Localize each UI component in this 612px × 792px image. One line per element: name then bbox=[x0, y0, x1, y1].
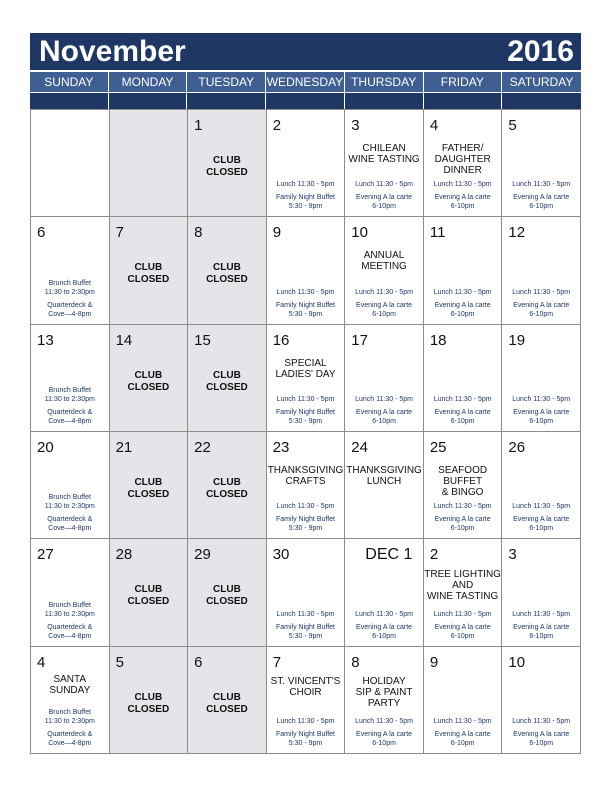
brunch-hours: Brunch Buffet 11:30 to 2:30pm Quarterdeck & Cove—4-8pm bbox=[44, 387, 95, 425]
day-number: 26 bbox=[508, 439, 526, 456]
club-closed-label: CLUB CLOSED bbox=[206, 477, 248, 500]
day-number: 22 bbox=[194, 439, 211, 456]
day-number: 9 bbox=[272, 224, 282, 242]
day-cell bbox=[345, 647, 424, 754]
day-number: 10 bbox=[508, 653, 526, 671]
meal-hours: Lunch 11:30 - 5pm Family Night Buffet 5:30 - 9pm bbox=[275, 610, 335, 640]
meal-hours: Lunch 11:30 - 5pm Evening A la carte 6-10pm bbox=[355, 610, 413, 640]
day-number: 1 bbox=[194, 117, 203, 134]
day-number: 16 bbox=[272, 331, 290, 349]
meal-hours: Lunch 11:30 - 5pm Family Night Buffet 5:30 - 9pm bbox=[275, 181, 335, 211]
brunch-hours: Brunch Buffet 11:30 to 2:30pm Quarterdeck & Cove—4-8pm bbox=[44, 279, 95, 318]
club-closed-label: CLUB CLOSED bbox=[206, 155, 248, 178]
day-cell bbox=[267, 539, 346, 646]
day-cell bbox=[188, 217, 267, 324]
weekday-friday: FRIDAY bbox=[424, 72, 503, 92]
day-cell bbox=[502, 217, 581, 324]
meal-hours: Lunch 11:30 - 5pm Evening A la carte 6-10pm bbox=[433, 396, 492, 425]
day-cell bbox=[188, 432, 267, 539]
day-cell bbox=[188, 647, 267, 754]
meal-hours: Lunch 11:30 - 5pm Evening A la carte 6-10pm bbox=[355, 181, 413, 211]
club-closed-label: CLUB CLOSED bbox=[127, 369, 170, 393]
day-cell bbox=[345, 432, 424, 539]
club-closed-label: CLUB CLOSED bbox=[127, 477, 170, 500]
meal-hours: Lunch 11:30 - 5pm Evening A la carte 6-10pm bbox=[355, 718, 413, 747]
day-number: 2 bbox=[272, 117, 282, 134]
day-number: 3 bbox=[351, 117, 360, 134]
event-title: SPECIAL LADIES' DAY bbox=[275, 357, 336, 380]
meal-hours: Lunch 11:30 - 5pm Family Night Buffet 5:30 - 9pm bbox=[275, 503, 335, 533]
day-number: 14 bbox=[115, 331, 133, 349]
club-closed-label: CLUB CLOSED bbox=[206, 584, 248, 608]
day-cell bbox=[31, 110, 110, 217]
day-cell bbox=[345, 325, 424, 432]
meal-hours: Lunch 11:30 - 5pm Evening A la carte 6-10pm bbox=[512, 181, 571, 211]
weekday-header-row bbox=[30, 72, 581, 92]
day-cell bbox=[110, 432, 189, 539]
day-cell bbox=[267, 647, 346, 754]
event-title: ANNUAL MEETING bbox=[361, 250, 407, 273]
meal-hours: Lunch 11:30 - 5pm Evening A la carte 6-10pm bbox=[355, 288, 413, 318]
day-number: 7 bbox=[115, 224, 124, 242]
meal-hours: Lunch 11:30 - 5pm Evening A la carte 6-10pm bbox=[512, 396, 571, 425]
day-cell bbox=[188, 539, 267, 646]
day-number: 8 bbox=[194, 224, 203, 242]
day-cell bbox=[188, 325, 267, 432]
day-cell bbox=[110, 217, 189, 324]
day-cell bbox=[110, 539, 189, 646]
day-number: 19 bbox=[508, 331, 526, 349]
year-title: 2016 bbox=[507, 35, 574, 68]
day-number: 23 bbox=[272, 439, 290, 456]
brunch-hours: Brunch Buffet 11:30 to 2:30pm Quarterdeck & Cove—4-8pm bbox=[44, 709, 95, 747]
day-number: 27 bbox=[37, 546, 54, 564]
day-cell bbox=[502, 432, 581, 539]
day-cell bbox=[188, 110, 267, 217]
day-number: 6 bbox=[37, 224, 46, 242]
club-closed-label: CLUB CLOSED bbox=[206, 262, 248, 286]
day-cell bbox=[502, 647, 581, 754]
day-number: 18 bbox=[429, 331, 447, 349]
meal-hours: Lunch 11:30 - 5pm Evening A la carte 6-10pm bbox=[433, 288, 492, 318]
weekday-tuesday: TUESDAY bbox=[187, 72, 266, 92]
meal-hours: Lunch 11:30 - 5pm Family Night Buffet 5:30 - 9pm bbox=[275, 718, 335, 747]
day-cell bbox=[502, 325, 581, 432]
day-number: 17 bbox=[351, 331, 368, 349]
day-cell bbox=[424, 647, 503, 754]
day-cell bbox=[424, 432, 503, 539]
day-number: 7 bbox=[272, 653, 282, 671]
day-number: 24 bbox=[351, 439, 368, 456]
event-title: FATHER/ DAUGHTER DINNER bbox=[434, 143, 491, 176]
event-title: HOLIDAY SIP & PAINT PARTY bbox=[355, 675, 413, 709]
meal-hours: Lunch 11:30 - 5pm Evening A la carte 6-10pm bbox=[433, 181, 492, 211]
day-number: 3 bbox=[508, 546, 517, 564]
meal-hours: Lunch 11:30 - 5pm Evening A la carte 6-10pm bbox=[433, 610, 492, 640]
day-number: 5 bbox=[115, 653, 124, 671]
calendar-grid bbox=[30, 109, 581, 754]
day-cell bbox=[110, 325, 189, 432]
day-number: 9 bbox=[429, 653, 439, 671]
meal-hours: Lunch 11:30 - 5pm Evening A la carte 6-10pm bbox=[512, 503, 571, 533]
day-cell bbox=[502, 110, 581, 217]
weekday-thursday: THURSDAY bbox=[345, 72, 424, 92]
day-number: 30 bbox=[272, 546, 290, 564]
day-cell bbox=[31, 432, 110, 539]
club-closed-label: CLUB CLOSED bbox=[127, 584, 170, 608]
day-cell bbox=[267, 110, 346, 217]
day-number: 20 bbox=[37, 439, 54, 456]
day-number: 4 bbox=[37, 653, 46, 671]
weekday-monday: MONDAY bbox=[109, 72, 188, 92]
day-number: 5 bbox=[508, 117, 517, 134]
weekday-wednesday: WEDNESDAY bbox=[266, 72, 345, 92]
day-cell bbox=[31, 325, 110, 432]
day-cell bbox=[424, 539, 503, 646]
event-title: THANKSGIVING LUNCH bbox=[346, 465, 422, 487]
club-closed-label: CLUB CLOSED bbox=[127, 262, 170, 286]
weekday-sunday: SUNDAY bbox=[30, 72, 109, 92]
header-strip bbox=[30, 93, 581, 109]
club-closed-label: CLUB CLOSED bbox=[206, 369, 248, 393]
event-title: ST. VINCENT'S CHOIR bbox=[270, 675, 341, 698]
meal-hours: Lunch 11:30 - 5pm Evening A la carte 6-10pm bbox=[433, 503, 492, 533]
day-cell bbox=[31, 217, 110, 324]
weekday-saturday: SATURDAY bbox=[502, 72, 581, 92]
day-cell bbox=[345, 217, 424, 324]
brunch-hours: Brunch Buffet 11:30 to 2:30pm Quarterdeck & Cove—4-8pm bbox=[44, 601, 95, 640]
day-number: 29 bbox=[194, 546, 211, 564]
meal-hours: Lunch 11:30 - 5pm Family Night Buffet 5:30 - 9pm bbox=[275, 396, 335, 425]
day-cell bbox=[424, 217, 503, 324]
day-cell bbox=[424, 325, 503, 432]
club-closed-label: CLUB CLOSED bbox=[127, 691, 170, 715]
event-title: SANTA SUNDAY bbox=[49, 673, 91, 696]
day-cell bbox=[345, 539, 424, 646]
club-closed-label: CLUB CLOSED bbox=[206, 691, 248, 715]
day-cell bbox=[110, 110, 189, 217]
day-number: 25 bbox=[429, 439, 447, 456]
day-number: 28 bbox=[115, 546, 133, 564]
meal-hours: Lunch 11:30 - 5pm Family Night Buffet 5:30 - 9pm bbox=[275, 288, 335, 318]
meal-hours: Lunch 11:30 - 5pm Evening A la carte 6-10pm bbox=[512, 718, 571, 747]
day-number: 11 bbox=[429, 224, 446, 242]
day-number: 15 bbox=[194, 331, 211, 349]
meal-hours: Lunch 11:30 - 5pm Evening A la carte 6-10pm bbox=[433, 718, 492, 747]
day-cell bbox=[110, 647, 189, 754]
day-number: 4 bbox=[429, 117, 439, 134]
day-cell bbox=[345, 110, 424, 217]
meal-hours: Lunch 11:30 - 5pm Evening A la carte 6-10pm bbox=[512, 610, 571, 640]
day-cell bbox=[267, 217, 346, 324]
event-title: CHILEAN WINE TASTING bbox=[348, 143, 420, 165]
meal-hours: Lunch 11:30 - 5pm Evening A la carte 6-10pm bbox=[355, 396, 413, 425]
day-cell bbox=[424, 110, 503, 217]
event-title: SEAFOOD BUFFET & BINGO bbox=[438, 465, 488, 498]
calendar-header bbox=[30, 33, 581, 70]
event-title: THANKSGIVING CRAFTS bbox=[267, 465, 344, 487]
day-cell bbox=[267, 325, 346, 432]
day-number: 2 bbox=[429, 546, 439, 564]
day-cell bbox=[31, 539, 110, 646]
day-cell bbox=[502, 539, 581, 646]
brunch-hours: Brunch Buffet 11:30 to 2:30pm Quarterdeck & Cove—4-8pm bbox=[44, 494, 95, 533]
day-number: 12 bbox=[508, 224, 526, 242]
day-number: 21 bbox=[115, 439, 133, 456]
day-number: 8 bbox=[351, 653, 360, 671]
meal-hours: Lunch 11:30 - 5pm Evening A la carte 6-10pm bbox=[512, 288, 571, 318]
day-number: DEC 1 bbox=[365, 546, 413, 564]
day-number: 6 bbox=[194, 653, 203, 671]
day-cell bbox=[31, 647, 110, 754]
event-title: TREE LIGHTING AND WINE TASTING bbox=[424, 569, 501, 603]
day-number: 10 bbox=[351, 224, 368, 242]
day-number: 13 bbox=[37, 331, 54, 349]
day-cell bbox=[267, 432, 346, 539]
month-title: November bbox=[39, 35, 186, 68]
